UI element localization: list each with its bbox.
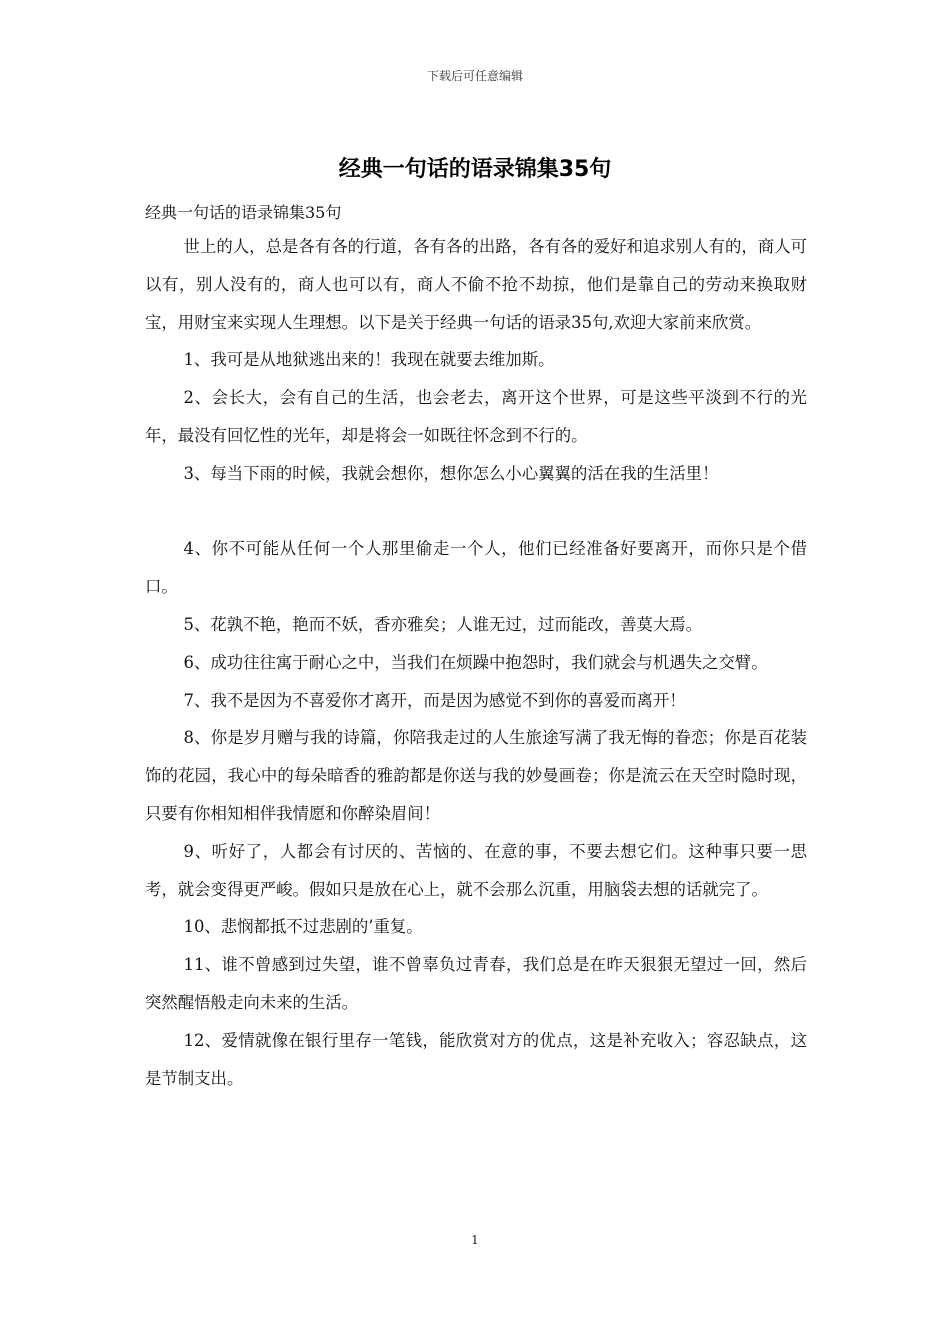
- quote-paragraph: 12、爱情就像在银行里存一笔钱，能欣赏对方的优点，这是补充收入；容忍缺点，这是节制支出。: [145, 1030, 807, 1088]
- quote-paragraph: 3、每当下雨的时候，我就会想你，想你怎么小心翼翼的活在我的生活里！: [183, 463, 719, 483]
- quote-paragraph: 5、花孰不艳，艳而不妖，香亦雅矣；人谁无过，过而能改，善莫大焉。: [183, 614, 703, 634]
- quote-paragraph: 7、我不是因为不喜爱你才离开，而是因为感觉不到你的喜爱而离开！: [183, 690, 686, 710]
- quote-paragraph: 9、听好了，人都会有讨厌的、苦恼的、在意的事，不要去想它们。这种事只要一思考，就会变得更严峻。假如只是放在心上，就不会那么沉重，用脑袋去想的话就完了。: [145, 841, 807, 899]
- document-title: 经典一句话的语录锦集35句: [338, 157, 612, 182]
- quote-paragraph: 8、你是岁月赠与我的诗篇，你陪我走过的人生旅途写满了我无悔的眷恋；你是百花装饰的花园，我心中的每朵暗香的雅韵都是你送与我的妙曼画卷；你是流云在天空时隐时现，只要有你相知相伴我情愿和你醉染眉间！: [145, 728, 807, 823]
- quote-paragraph: 6、成功往往寓于耐心之中，当我们在烦躁中抱怨时，我们就会与机遇失之交臂。: [183, 652, 768, 672]
- intro-paragraph: 世上的人，总是各有各的行道，各有各的出路，各有各的爱好和追求别人有的，商人可以有，别人没有的，商人也可以有，商人不偷不抢不劫掠，他们是靠自己的劳动来换取财宝，用财宝来实现人生理想。以下是关于经典一句话的语录35句,欢迎大家前来欣赏。: [145, 237, 807, 332]
- page-number: 1: [471, 1233, 479, 1247]
- quote-paragraph: 11、谁不曾感到过失望，谁不曾辜负过青春，我们总是在昨天狠狠无望过一回，然后突然醒悟般走向未来的生活。: [145, 955, 807, 1012]
- quote-paragraph: 4、你不可能从任何一个人那里偷走一个人，他们已经准备好要离开，而你只是个借口。: [145, 539, 807, 597]
- page-header: 下载后可任意编辑: [426, 69, 523, 83]
- quote-paragraph: 10、悲悯都抵不过悲剧的’重复。: [183, 917, 423, 937]
- quote-paragraph: 2、会长大，会有自己的生活，也会老去，离开这个世界，可是这些平淡到不行的光年，最没有回忆性的光年，却是将会一如既往怀念到不行的。: [145, 388, 807, 445]
- quote-paragraph: 1、我可是从地狱逃出来的！我现在就要去维加斯。: [183, 350, 555, 370]
- document-subtitle: 经典一句话的语录锦集35句: [145, 203, 342, 222]
- document-body: [145, 228, 807, 1097]
